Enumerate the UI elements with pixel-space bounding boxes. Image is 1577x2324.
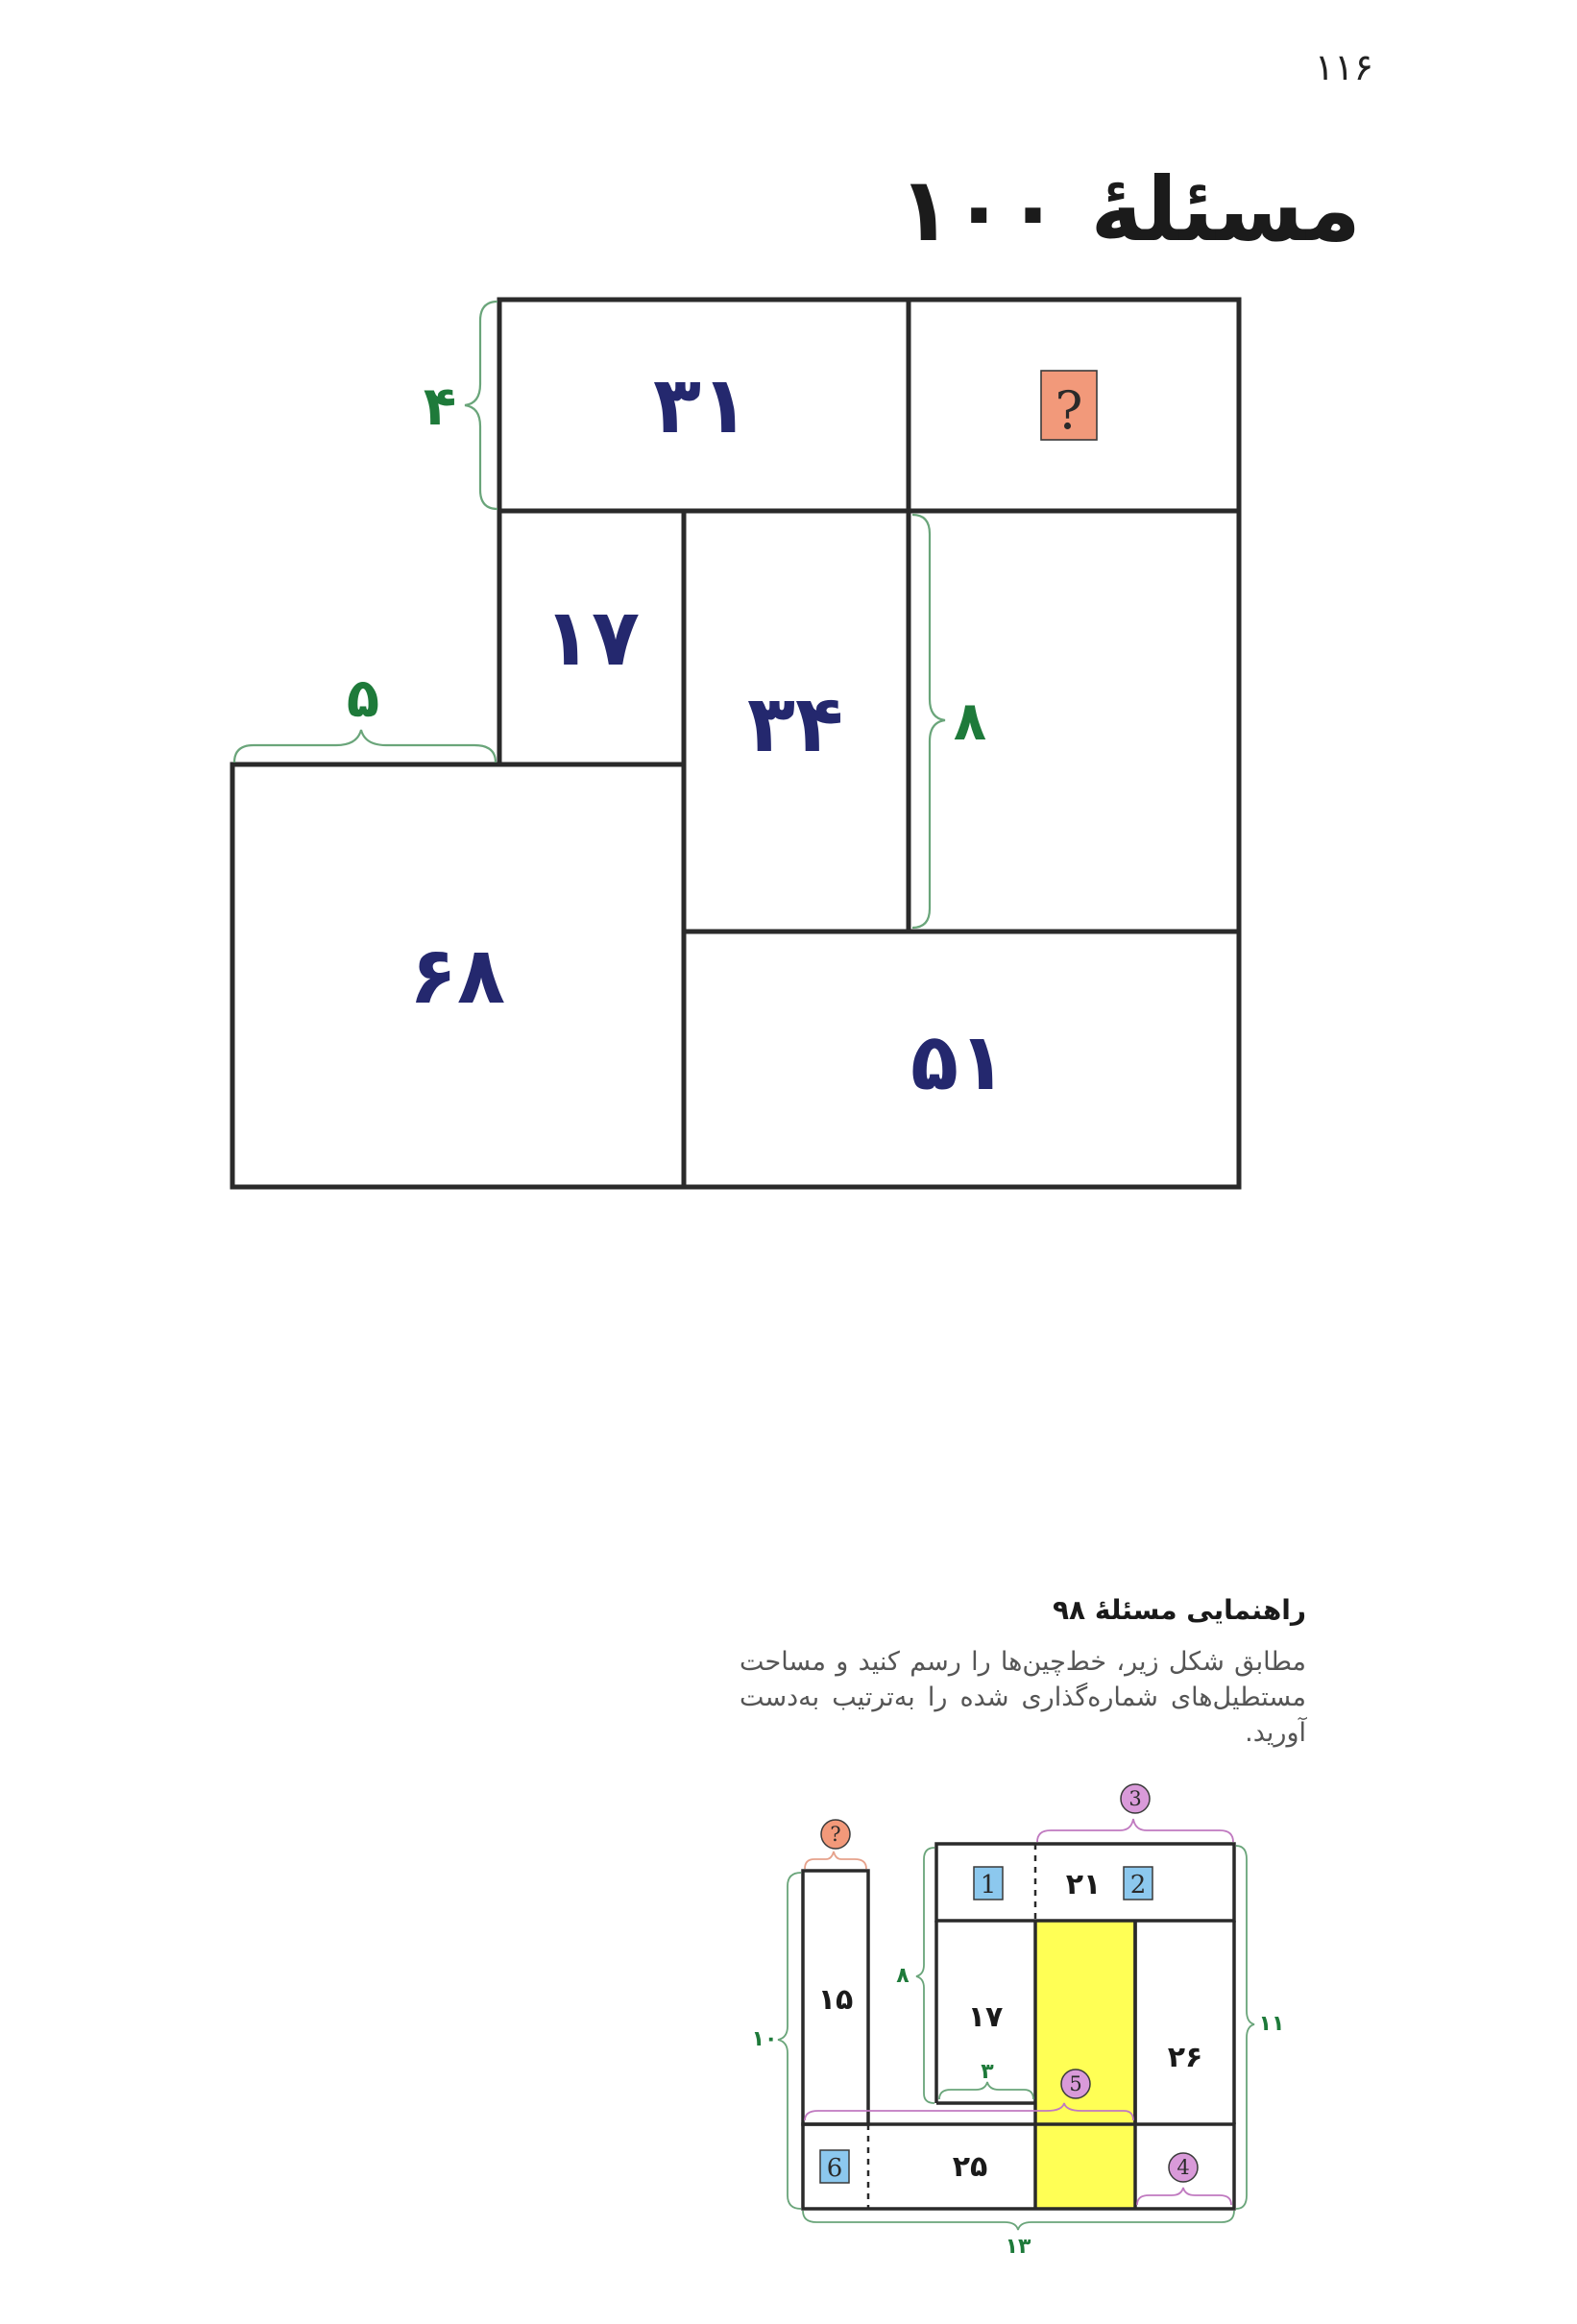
dim-8: ۸ — [953, 690, 987, 753]
box-label-2: 2 — [1129, 1871, 1147, 1900]
hint-dim-3: ۳ — [981, 2060, 994, 2084]
value-17: ۱۷ — [543, 593, 641, 684]
hint-dim-11: ۱۱ — [1258, 2012, 1285, 2036]
value-51: ۵۱ — [910, 1017, 1007, 1108]
box-label-6: 6 — [826, 2154, 843, 2183]
question-mark: ? — [1055, 380, 1083, 441]
dim-4: ۴ — [423, 375, 457, 438]
hint-text: مطابق شکل زیر، خط‌چین‌ها را رسم کنید و مساحت مستطیل‌های شماره‌گذاری شده را به‌ترتیب به‌دست آورید. — [740, 1647, 1306, 1748]
hint-value-26: ۲۶ — [1167, 2041, 1203, 2074]
hint-title: راهنمایی مسئلهٔ ۹۸ — [1052, 1594, 1306, 1626]
hint-dim-10: ۱۰ — [751, 2027, 778, 2051]
value-34: ۳۴ — [746, 679, 844, 770]
circle-label-4: 4 — [1177, 2156, 1190, 2179]
hint-value-21: ۲۱ — [1065, 1868, 1102, 1901]
problem-title: مسئلهٔ ۱۰۰ — [898, 158, 1361, 261]
value-68: ۶۸ — [408, 931, 506, 1022]
hint-value-17: ۱۷ — [967, 2000, 1004, 2034]
circle-label-3: 3 — [1128, 1787, 1142, 1810]
box-label-1: 1 — [980, 1871, 997, 1900]
circle-label-5: 5 — [1069, 2072, 1082, 2095]
hint-value-15: ۱۵ — [817, 1983, 854, 2017]
page-number: ۱۱۶ — [1314, 46, 1373, 88]
highlight-column — [1035, 1921, 1135, 2209]
hint-value-25: ۲۵ — [952, 2150, 988, 2184]
circle-label-question: ? — [830, 1823, 841, 1846]
value-31: ۳۱ — [652, 360, 750, 451]
hint-dim-8: ۸ — [896, 1964, 910, 1988]
dim-5: ۵ — [346, 667, 380, 730]
hint-dim-13: ۱۳ — [1005, 2235, 1031, 2259]
